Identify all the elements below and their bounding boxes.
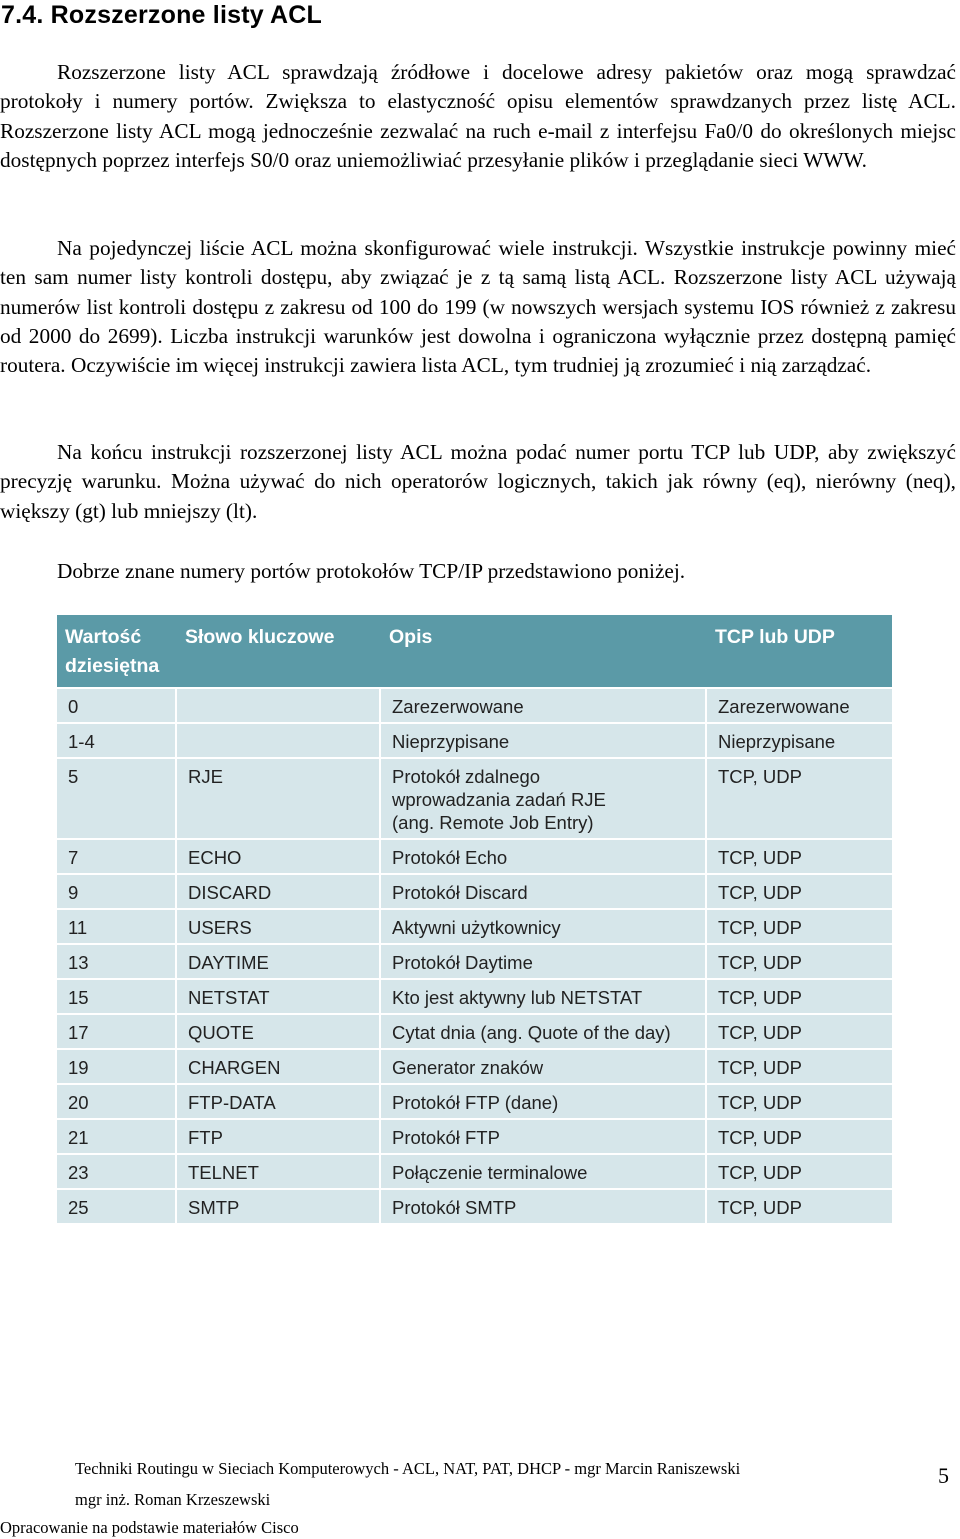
cell-protocol: Nieprzypisane xyxy=(707,724,892,757)
cell-keyword: RJE xyxy=(177,759,381,838)
cell-description-line: Kto jest aktywny lub NETSTAT xyxy=(392,987,643,1008)
cell-value: 20 xyxy=(57,1085,177,1118)
table-header-row xyxy=(57,615,892,687)
cell-protocol: TCP, UDP xyxy=(707,1120,892,1153)
cell-value: 1-4 xyxy=(57,724,177,757)
cell-value: 7 xyxy=(57,840,177,873)
cell-description xyxy=(381,1015,707,1048)
cell-description xyxy=(381,1120,707,1153)
cell-description xyxy=(381,689,707,722)
cell-keyword: SMTP xyxy=(177,1190,381,1223)
cell-description xyxy=(381,1050,707,1083)
cell-protocol: TCP, UDP xyxy=(707,759,892,838)
cell-description-line: Protokół Daytime xyxy=(392,952,533,973)
cell-value: 11 xyxy=(57,910,177,943)
paragraph-table-intro: Dobrze znane numery portów protokołów TCP/IP przedstawiono poniżej. xyxy=(57,559,686,583)
cell-description-line: Połączenie terminalowe xyxy=(392,1162,588,1183)
cell-value: 5 xyxy=(57,759,177,838)
cell-value: 23 xyxy=(57,1155,177,1188)
cell-description xyxy=(381,980,707,1013)
table-row xyxy=(57,1085,892,1118)
cell-description-line: Cytat dnia (ang. Quote of the day) xyxy=(392,1022,671,1043)
header-keyword: Słowo kluczowe xyxy=(177,615,381,687)
cell-description-line: Protokół Echo xyxy=(392,847,508,868)
cell-protocol: TCP, UDP xyxy=(707,910,892,943)
table-row xyxy=(57,980,892,1013)
cell-value: 17 xyxy=(57,1015,177,1048)
cell-protocol: TCP, UDP xyxy=(707,945,892,978)
header-protocol: TCP lub UDP xyxy=(707,615,892,687)
cell-description-line: Protokół zdalnego xyxy=(392,766,541,787)
section-heading: 7.4. Rozszerzone listy ACL xyxy=(1,1,323,29)
paragraph-instructions: Na pojedynczej liście ACL można skonfigurować wiele instrukcji. Wszystkie instrukcje powinny mieć ten sam numer listy kontroli dostępu, aby związać je z tą samą listą ACL. Rozszerzone listy ACL używają numerów list kontroli dostępu z zakresu od 100 do 199 (w nowszych wersjach systemu IOS również z zakresu od 2000 do 2699). Liczba instrukcji warunków jest dowolna i ograniczona wyłącznie przez dostępną pamięć routera. Oczywiście im więcej instrukcji zawiera lista ACL, tym trudniej ją zrozumieć i nią zarządzać. xyxy=(0,236,956,378)
cell-value: 25 xyxy=(57,1190,177,1223)
table-row xyxy=(57,689,892,722)
table-row xyxy=(57,1155,892,1188)
cell-description-line: Protokół FTP (dane) xyxy=(392,1092,559,1113)
cell-value: 15 xyxy=(57,980,177,1013)
cell-description xyxy=(381,724,707,757)
cell-keyword xyxy=(177,724,381,757)
cell-keyword: QUOTE xyxy=(177,1015,381,1048)
ports-table-container xyxy=(57,615,892,1218)
table-row xyxy=(57,724,892,757)
table-row xyxy=(57,875,892,908)
page-number: 5 xyxy=(938,1463,949,1488)
cell-keyword: NETSTAT xyxy=(177,980,381,1013)
cell-protocol: TCP, UDP xyxy=(707,1015,892,1048)
cell-keyword: CHARGEN xyxy=(177,1050,381,1083)
footer-line-2: mgr inż. Roman Krzeszewski xyxy=(75,1490,271,1509)
table-row xyxy=(57,1050,892,1083)
cell-keyword: TELNET xyxy=(177,1155,381,1188)
header-decimal-line1: Wartość xyxy=(65,626,142,648)
cell-description xyxy=(381,1190,707,1223)
cell-protocol: Zarezerwowane xyxy=(707,689,892,722)
header-decimal xyxy=(57,615,177,687)
cell-value: 21 xyxy=(57,1120,177,1153)
cell-description-line: Protokół Discard xyxy=(392,882,528,903)
table-row xyxy=(57,945,892,978)
cell-description xyxy=(381,910,707,943)
cell-protocol: TCP, UDP xyxy=(707,840,892,873)
cell-value: 19 xyxy=(57,1050,177,1083)
cell-keyword: DAYTIME xyxy=(177,945,381,978)
table-row xyxy=(57,840,892,873)
table-body xyxy=(57,689,892,1223)
table-row xyxy=(57,759,892,838)
cell-keyword xyxy=(177,689,381,722)
table-row xyxy=(57,1190,892,1223)
cell-description-line: Nieprzypisane xyxy=(392,731,510,752)
ports-table xyxy=(57,613,892,1225)
cell-protocol: TCP, UDP xyxy=(707,1050,892,1083)
table-row xyxy=(57,1120,892,1153)
cell-protocol: TCP, UDP xyxy=(707,875,892,908)
footer-line-1: Techniki Routingu w Sieciach Komputerowych - ACL, NAT, PAT, DHCP - mgr Marcin Raniszewski xyxy=(75,1459,741,1478)
cell-keyword: ECHO xyxy=(177,840,381,873)
cell-keyword: FTP-DATA xyxy=(177,1085,381,1118)
cell-keyword: USERS xyxy=(177,910,381,943)
cell-description-line: Protokół FTP xyxy=(392,1127,500,1148)
cell-value: 0 xyxy=(57,689,177,722)
header-description: Opis xyxy=(381,615,707,687)
table-row xyxy=(57,1015,892,1048)
cell-protocol: TCP, UDP xyxy=(707,1155,892,1188)
cell-value: 13 xyxy=(57,945,177,978)
cell-description xyxy=(381,1155,707,1188)
cell-description-line: wprowadzania zadań RJE xyxy=(392,789,606,810)
cell-description xyxy=(381,945,707,978)
cell-description-line: Protokół SMTP xyxy=(392,1197,517,1218)
cell-description-line: Zarezerwowane xyxy=(392,696,524,717)
paragraph-intro: Rozszerzone listy ACL sprawdzają źródłowe i docelowe adresy pakietów oraz mogą sprawdzać protokoły i numery portów. Zwiększa to elastyczność opisu elementów sprawdzanych przez listę ACL. Rozszerzone listy ACL mogą jednocześnie zezwalać na ruch e-mail z interfejsu Fa0/0 do określonych miejsc dostępnych poprzez interfejs S0/0 oraz uniemożliwiać przesyłanie plików i przeglądanie sieci WWW. xyxy=(0,60,956,172)
header-decimal-line2: dziesiętna xyxy=(65,655,160,677)
cell-description xyxy=(381,1085,707,1118)
cell-description xyxy=(381,840,707,873)
table-row xyxy=(57,910,892,943)
cell-description-line: Aktywni użytkownicy xyxy=(392,917,561,938)
footer-line-3: Opracowanie na podstawie materiałów Cisco xyxy=(0,1518,299,1537)
cell-description xyxy=(381,759,707,838)
cell-value: 9 xyxy=(57,875,177,908)
cell-protocol: TCP, UDP xyxy=(707,980,892,1013)
cell-protocol: TCP, UDP xyxy=(707,1085,892,1118)
cell-description xyxy=(381,875,707,908)
cell-protocol: TCP, UDP xyxy=(707,1190,892,1223)
cell-keyword: DISCARD xyxy=(177,875,381,908)
cell-description-line: Generator znaków xyxy=(392,1057,544,1078)
paragraph-ports: Na końcu instrukcji rozszerzonej listy ACL można podać numer portu TCP lub UDP, aby zwiększyć precyzję warunku. Można używać do nich operatorów logicznych, takich jak równy (eq), nierówny (neq), większy (gt) lub mniejszy (lt). xyxy=(0,440,956,523)
cell-description-line: (ang. Remote Job Entry) xyxy=(392,812,594,833)
cell-keyword: FTP xyxy=(177,1120,381,1153)
